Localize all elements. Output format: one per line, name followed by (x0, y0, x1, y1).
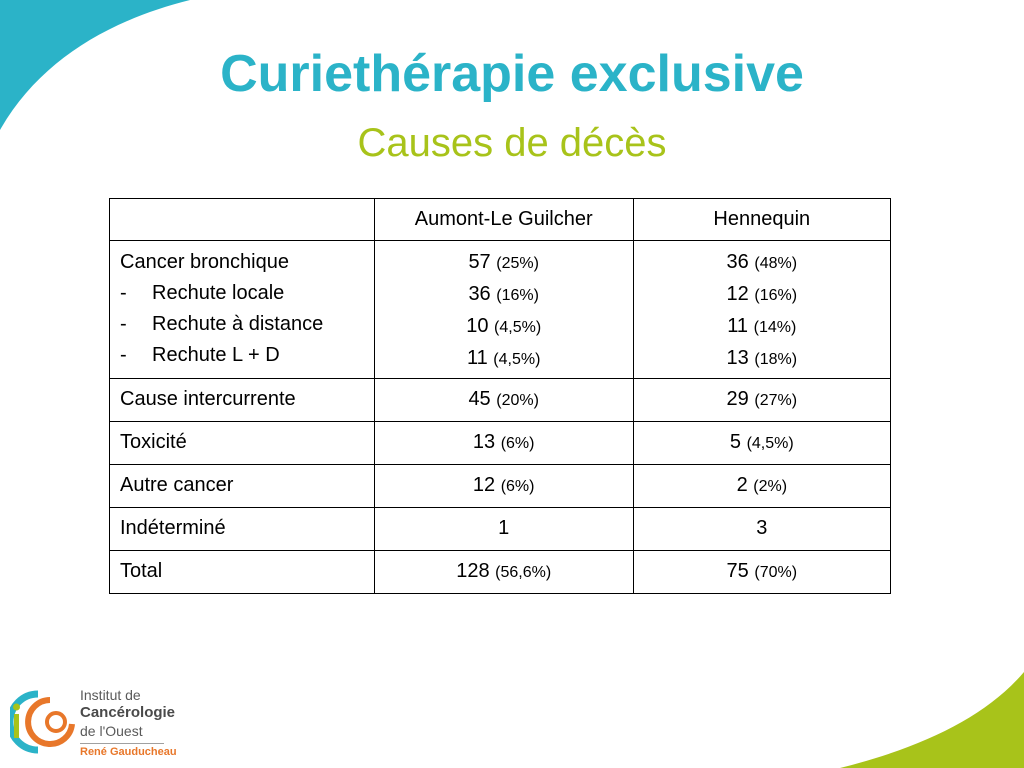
value-percent: (16%) (754, 287, 798, 304)
table-row-total (110, 551, 891, 594)
value-percent: (25%) (496, 255, 539, 272)
value-number: 57 (468, 251, 491, 273)
table-row-autre-cancer (110, 465, 891, 508)
slide-title: Curiethérapie exclusive (220, 45, 804, 103)
table-row-indetermine (110, 508, 891, 551)
value-percent: (6%) (500, 435, 535, 452)
table-row-toxicite (110, 422, 891, 465)
value-number: 128 (456, 560, 490, 582)
table-header-row (110, 199, 891, 241)
value-number: 13 (472, 431, 496, 453)
logo-line1: Institut de (80, 687, 141, 703)
row-label: Indéterminé (110, 508, 375, 551)
value-percent: (2%) (753, 478, 788, 495)
logo-line4: René Gauducheau (80, 746, 177, 758)
value-percent: (16%) (496, 287, 539, 304)
value-percent: (70%) (754, 564, 798, 581)
value-percent: (4,5%) (493, 351, 541, 368)
value-number: 29 (726, 388, 749, 410)
sub-label-rechute-ld: Rechute L + D (152, 344, 280, 366)
cancer-label-cell: Cancer bronchique - Rechute locale - Rechute à distance - Rechute L + D (110, 241, 375, 379)
value-percent: (56,6%) (495, 564, 552, 581)
value-number: 45 (468, 388, 491, 410)
logo-line2: Cancérologie (80, 704, 176, 721)
slide-subtitle: Causes de décès (357, 121, 667, 165)
logo-line3: de l'Ouest (80, 723, 143, 739)
value-number: 36 (468, 283, 491, 305)
header-cell-hennequin: Hennequin (633, 199, 890, 241)
value-number: 75 (726, 560, 749, 582)
value-percent: (4,5%) (494, 319, 542, 336)
value-number: 12 (472, 474, 496, 496)
header-cell-aumont: Aumont-Le Guilcher (374, 199, 633, 241)
value-percent: (27%) (754, 392, 798, 409)
logo-text (80, 686, 175, 740)
cancer-hennequin-cell (633, 241, 890, 379)
table-row-cancer-bronchique (110, 241, 891, 379)
row-label: Toxicité (110, 422, 375, 465)
value-number: 1 (498, 517, 510, 539)
value-number: 13 (726, 347, 749, 369)
value-percent: (14%) (753, 319, 797, 336)
logo-separator (80, 743, 164, 744)
bottom-right-green-swoosh (840, 672, 1024, 768)
value-percent: (4,5%) (746, 435, 794, 452)
row-label: Total (110, 551, 375, 594)
value-number: 12 (726, 283, 749, 305)
cancer-aumont-cell (374, 241, 633, 379)
death-causes-table (109, 198, 891, 594)
value-percent: (48%) (754, 255, 798, 272)
value-percent: (18%) (754, 351, 798, 368)
value-number: 10 (466, 315, 489, 337)
sub-label-rechute-locale: Rechute locale (152, 282, 285, 304)
table-row-cause-intercurrente (110, 379, 891, 422)
row-label: Autre cancer (110, 465, 375, 508)
value-percent: (6%) (500, 478, 535, 495)
sub-label-rechute-distance: Rechute à distance (152, 313, 324, 335)
header-cell-empty (110, 199, 375, 241)
value-number: 11 (727, 315, 749, 337)
row-label: Cause intercurrente (110, 379, 375, 422)
value-number: 11 (466, 347, 488, 369)
row-label: Cancer bronchique (120, 251, 289, 273)
value-number: 2 (736, 474, 748, 496)
value-number: 36 (726, 251, 749, 273)
value-number: 3 (756, 517, 768, 539)
value-number: 5 (729, 431, 742, 453)
value-percent: (20%) (496, 392, 539, 409)
